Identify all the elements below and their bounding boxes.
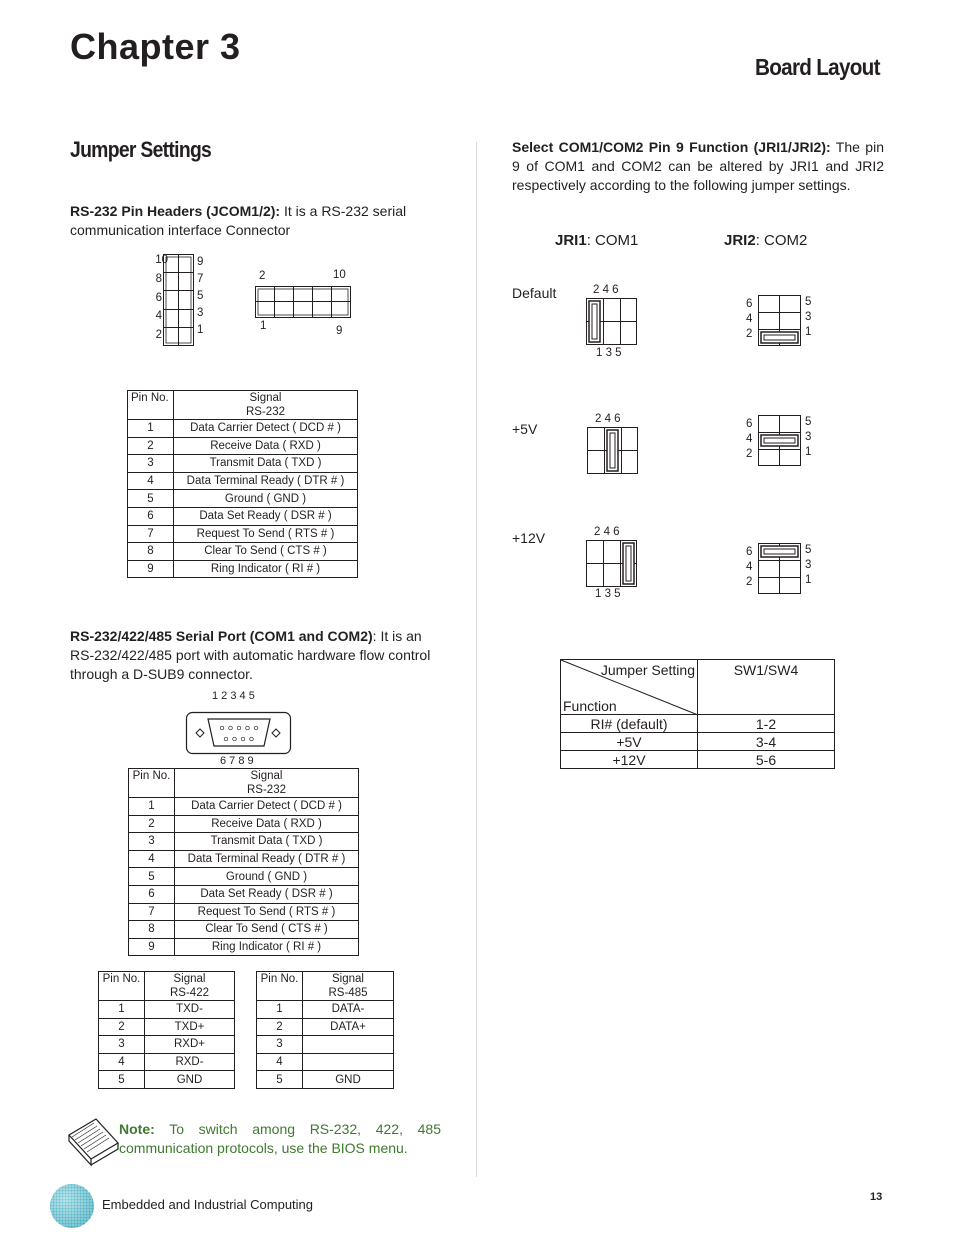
- pin-cell: 5: [129, 868, 175, 886]
- table-row: [128, 420, 358, 438]
- pin-cell: 3: [257, 1036, 303, 1054]
- pin-label: 10: [333, 269, 346, 281]
- table-row: [128, 437, 358, 455]
- jri2-bold: JRI2: [724, 232, 756, 249]
- table-row: [128, 525, 358, 543]
- signal-cell: Data Set Ready ( DSR # ): [175, 885, 359, 903]
- pin-label: 5: [805, 416, 812, 428]
- row-label-default: Default: [512, 285, 557, 301]
- jcom-label: RS-232 Pin Headers (JCOM1/2):: [70, 203, 281, 219]
- table-row: [257, 1071, 394, 1089]
- pin-label: 5: [805, 544, 812, 556]
- signal-header: Signal: [303, 972, 394, 987]
- pin-label: 4: [746, 313, 753, 325]
- pin-cell: 1: [128, 420, 174, 438]
- jri2-right-labels: [805, 543, 811, 588]
- pin-cell: 4: [99, 1053, 145, 1071]
- pin-label: 6: [746, 546, 753, 558]
- pin-label: 2: [155, 329, 162, 341]
- signal-cell: Ring Indicator ( RI # ): [174, 560, 358, 578]
- table-row: [99, 1018, 235, 1036]
- pin-cell: 2: [128, 437, 174, 455]
- signal-cell: Request To Send ( RTS # ): [174, 525, 358, 543]
- jcom-vertical-header-diagram: [163, 254, 195, 346]
- setting-cell: 3-4: [698, 733, 835, 751]
- rs422-pin-table: [98, 971, 235, 1089]
- function-cell: RI# (default): [561, 715, 698, 733]
- signal-header: Signal: [174, 391, 358, 406]
- jri1-bold: JRI1: [555, 232, 587, 249]
- table-row: [129, 798, 359, 816]
- pin-cell: 5: [128, 490, 174, 508]
- jri2-left-labels: [746, 417, 752, 462]
- function-cell: +5V: [561, 733, 698, 751]
- page-number: 13: [870, 1191, 883, 1203]
- table-row: [128, 455, 358, 473]
- pin-cell: 7: [128, 525, 174, 543]
- pin-label: 7: [197, 273, 204, 285]
- table-row: [129, 903, 359, 921]
- signal-subheader: RS-232: [174, 405, 358, 420]
- signal-cell: GND: [145, 1071, 235, 1089]
- jri1-default-jumper: [586, 298, 638, 346]
- com-text: : It is an RS-232/422/485 port with automatic hardware flow control through a D-SUB9 connector.: [70, 628, 431, 682]
- table-row: [99, 1053, 235, 1071]
- table-row: [128, 543, 358, 561]
- signal-cell: Request To Send ( RTS # ): [175, 903, 359, 921]
- jri-text: The pin 9 of COM1 and COM2 can be altered by JRI1 and JRI2 respectively according to the following jumper settings.: [512, 139, 884, 193]
- note-text: [119, 1120, 441, 1158]
- jri1-top-labels: 2 4 6: [595, 413, 621, 425]
- pin-label: 1: [197, 324, 204, 336]
- table-row: [561, 715, 835, 733]
- jri2-5v-jumper: [758, 415, 802, 467]
- jri2-default-jumper: [758, 295, 802, 347]
- pin-label: 2: [259, 270, 266, 282]
- column-divider: [476, 142, 477, 1177]
- table-row: [257, 1036, 394, 1054]
- jcom-horizontal-header-diagram: [255, 286, 351, 318]
- rs232-com-pin-table: [128, 768, 359, 956]
- jri2-right-labels: [805, 415, 811, 460]
- pin-label: 4: [746, 561, 753, 573]
- table-row: [99, 1001, 235, 1019]
- pin-label: 5: [197, 290, 204, 302]
- table-row: [257, 1018, 394, 1036]
- pin-cell: 5: [99, 1071, 145, 1089]
- footer-text: Embedded and Industrial Computing: [102, 1197, 314, 1212]
- row-label-5v: +5V: [512, 421, 538, 437]
- table-row: [128, 490, 358, 508]
- signal-cell: Data Terminal Ready ( DTR # ): [175, 850, 359, 868]
- jri2-right-labels: [805, 295, 811, 340]
- jri2-heading: [724, 232, 807, 249]
- table-row: [129, 885, 359, 903]
- pin-label: 10: [155, 254, 168, 266]
- table-row: [128, 472, 358, 490]
- signal-cell: Ground ( GND ): [175, 868, 359, 886]
- signal-cell: Data Terminal Ready ( DTR # ): [174, 472, 358, 490]
- signal-subheader: RS-422: [145, 986, 235, 1001]
- jcom-description: [70, 202, 440, 240]
- signal-subheader: RS-232: [175, 783, 359, 798]
- pin-cell: 7: [129, 903, 175, 921]
- pin-label: 1: [805, 446, 812, 458]
- jri1-rest: : COM1: [586, 232, 639, 249]
- pin-label: 4: [746, 433, 753, 445]
- pin-no-header: Pin No.: [99, 972, 145, 1001]
- table-row: [257, 1053, 394, 1071]
- signal-header: Signal: [145, 972, 235, 987]
- section-title: Board Layout: [755, 54, 880, 80]
- pin-cell: 2: [99, 1018, 145, 1036]
- pin-cell: 1: [99, 1001, 145, 1019]
- jri1-12v-jumper: [586, 540, 638, 588]
- note-body: To switch among RS-232, 422, 485 communication protocols, use the BIOS menu.: [119, 1121, 441, 1156]
- jumper-setting-header: Jumper Setting: [600, 662, 695, 678]
- pin-no-header: Pin No.: [257, 972, 303, 1001]
- table-row: [561, 751, 835, 769]
- table-row: [129, 833, 359, 851]
- pin-cell: 3: [128, 455, 174, 473]
- pin-cell: 6: [128, 507, 174, 525]
- signal-cell: GND: [303, 1071, 394, 1089]
- jri1-heading: [555, 232, 638, 249]
- table-row: [128, 507, 358, 525]
- pin-label: 1: [805, 574, 812, 586]
- jri1-bottom-labels: 1 3 5: [596, 347, 622, 359]
- signal-cell: RXD-: [145, 1053, 235, 1071]
- signal-cell: DATA+: [303, 1018, 394, 1036]
- table-row: [99, 1071, 235, 1089]
- pin-label: 1: [805, 326, 812, 338]
- table-row: [129, 938, 359, 956]
- pin-cell: 1: [257, 1001, 303, 1019]
- signal-cell: RXD+: [145, 1036, 235, 1054]
- signal-cell: Data Set Ready ( DSR # ): [174, 507, 358, 525]
- jumper-settings-heading: Jumper Settings: [70, 137, 212, 162]
- sw-setting-table: [560, 659, 835, 769]
- pin-label: 5: [805, 296, 812, 308]
- pin-no-header: Pin No.: [129, 769, 175, 798]
- pin-label: 4: [155, 310, 162, 322]
- rs485-pin-table: [256, 971, 394, 1089]
- signal-cell: [303, 1036, 394, 1054]
- table-row: [129, 815, 359, 833]
- signal-cell: Receive Data ( RXD ): [175, 815, 359, 833]
- pin-cell: 4: [129, 850, 175, 868]
- jri1-bottom-labels: 1 3 5: [595, 588, 621, 600]
- pin-cell: 9: [128, 560, 174, 578]
- jri1-top-labels: 2 4 6: [593, 284, 619, 296]
- jri2-left-labels: [746, 297, 752, 342]
- pin-cell: 9: [129, 938, 175, 956]
- com-label: RS-232/422/485 Serial Port (COM1 and COM2): [70, 628, 373, 644]
- table-row: [257, 1001, 394, 1019]
- com-description: [70, 627, 440, 684]
- table-row: [129, 850, 359, 868]
- pin-cell: 8: [128, 543, 174, 561]
- signal-cell: TXD+: [145, 1018, 235, 1036]
- table-row: [129, 868, 359, 886]
- signal-subheader: RS-485: [303, 986, 394, 1001]
- pin-cell: 4: [128, 472, 174, 490]
- pin-cell: 5: [257, 1071, 303, 1089]
- note-label: Note:: [119, 1121, 155, 1137]
- sw-header: SW1/SW4: [698, 660, 835, 715]
- pin-label: 9: [336, 325, 343, 337]
- jri2-12v-jumper: [758, 543, 802, 595]
- pin-cell: 2: [257, 1018, 303, 1036]
- signal-cell: Clear To Send ( CTS # ): [174, 543, 358, 561]
- jri1-top-labels: 2 4 6: [594, 526, 620, 538]
- pin-cell: 3: [99, 1036, 145, 1054]
- signal-cell: Ground ( GND ): [174, 490, 358, 508]
- jri1-5v-jumper: [587, 427, 639, 475]
- signal-cell: Clear To Send ( CTS # ): [175, 921, 359, 939]
- signal-cell: DATA-: [303, 1001, 394, 1019]
- table-row: [129, 921, 359, 939]
- signal-cell: Receive Data ( RXD ): [174, 437, 358, 455]
- setting-cell: 5-6: [698, 751, 835, 769]
- row-label-12v: +12V: [512, 530, 546, 546]
- pin-label: 3: [805, 311, 812, 323]
- jri2-left-labels: [746, 545, 752, 590]
- company-logo-icon: [49, 1183, 95, 1229]
- rs232-header-pin-table: [127, 390, 358, 578]
- pin-cell: 8: [129, 921, 175, 939]
- table-row: [128, 560, 358, 578]
- pin-label: 6: [746, 418, 753, 430]
- dsub9-connector-icon: [186, 712, 292, 754]
- table-row: [99, 1036, 235, 1054]
- pin-cell: 4: [257, 1053, 303, 1071]
- signal-cell: Transmit Data ( TXD ): [175, 833, 359, 851]
- pin-label: 9: [197, 256, 204, 268]
- setting-cell: 1-2: [698, 715, 835, 733]
- jcom-text: It is a RS-232 serial communication interface Connector: [70, 203, 407, 238]
- function-header: Function: [563, 698, 617, 714]
- signal-cell: [303, 1053, 394, 1071]
- pin-cell: 6: [129, 885, 175, 903]
- pin-label: 3: [805, 559, 812, 571]
- diagonal-header-cell: [561, 660, 698, 715]
- pin-label: 6: [746, 298, 753, 310]
- pin-label: 6: [155, 292, 162, 304]
- pin-label: 1: [260, 320, 267, 332]
- jri2-rest: : COM2: [755, 232, 808, 249]
- dsub-bottom-pin-labels: 6 7 8 9: [220, 755, 254, 767]
- dsub-top-pin-labels: 1 2 3 4 5: [212, 690, 255, 702]
- jri-label: Select COM1/COM2 Pin 9 Function (JRI1/JRI2):: [512, 139, 831, 155]
- pin-no-header: Pin No.: [128, 391, 174, 420]
- pin-label: 8: [155, 273, 162, 285]
- pin-label: 3: [805, 431, 812, 443]
- signal-cell: Ring Indicator ( RI # ): [175, 938, 359, 956]
- pin-cell: 2: [129, 815, 175, 833]
- pin-label: 2: [746, 576, 753, 588]
- signal-header: Signal: [175, 769, 359, 784]
- pin-cell: 3: [129, 833, 175, 851]
- pin-label: 2: [746, 328, 753, 340]
- pin-cell: 1: [129, 798, 175, 816]
- jri-description: [512, 138, 884, 195]
- table-row: [561, 733, 835, 751]
- signal-cell: TXD-: [145, 1001, 235, 1019]
- signal-cell: Transmit Data ( TXD ): [174, 455, 358, 473]
- signal-cell: Data Carrier Detect ( DCD # ): [175, 798, 359, 816]
- pin-label: 2: [746, 448, 753, 460]
- chapter-title: Chapter 3: [70, 26, 241, 67]
- note-book-icon: [66, 1113, 120, 1163]
- pin-label: 3: [197, 307, 204, 319]
- function-cell: +12V: [561, 751, 698, 769]
- signal-cell: Data Carrier Detect ( DCD # ): [174, 420, 358, 438]
